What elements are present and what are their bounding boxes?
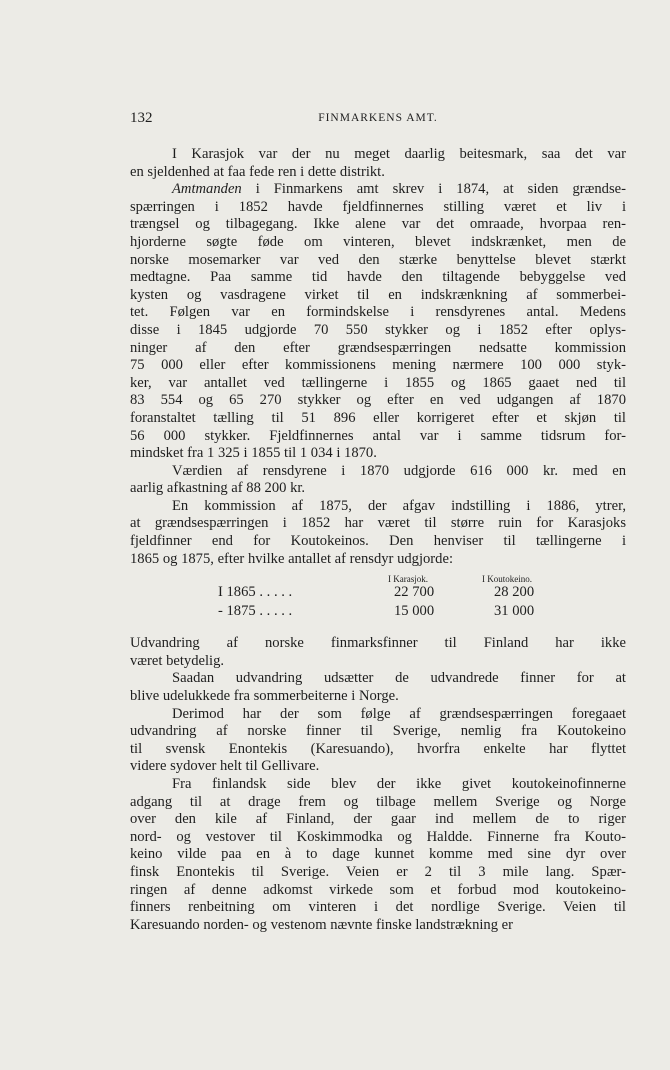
text-line: udvandring af norske finner til Sverige, nemlig fra Koutokeino <box>130 723 626 740</box>
text-line: videre sydover helt til Gellivare. <box>130 758 320 775</box>
paragraphs-after-table <box>130 635 626 934</box>
text-line: foranstaltet tælling til 51 896 eller korrigeret efter et skjøn til <box>130 409 626 426</box>
column-header-karasjok: I Karasjok. <box>388 574 428 585</box>
text-line: mindsket fra 1 325 i 1855 til 1 034 i 1870. <box>130 445 377 462</box>
text-line: finners renbeitning om vinteren i det nordlige Sverige. Veien til <box>130 899 626 916</box>
page-header <box>130 110 626 130</box>
text-line: En kommission af 1875, der afgav indstilling i 1886, ytrer, <box>172 497 626 514</box>
paragraph <box>130 670 626 705</box>
text-line: en sjeldenhed at faa fede ren i dette distrikt. <box>130 163 385 180</box>
text-line: Karesuando norden- og vestenom nævnte finske landstrækning er <box>130 916 514 933</box>
text-line: aarlig afkastning af 88 200 kr. <box>130 480 306 497</box>
paragraph <box>130 635 626 670</box>
text-line: hjorderne søgte føde om vinteren, blevet indskrænket, men de <box>130 233 626 250</box>
running-title: FINMARKENS AMT. <box>318 112 438 124</box>
text-line: finsk Enontekis til Sverige. Veien er 2 til 3 mile lang. Spær- <box>130 863 626 880</box>
text-line: Værdien af rensdyrene i 1870 udgjorde 616 000 kr. med en <box>172 462 626 479</box>
text-line: Saadan udvandring udsætter de udvandrede finner for at <box>172 670 626 687</box>
paragraphs-before-table <box>130 146 626 568</box>
text-line: at grændsespærringen i 1852 har været til større ruin for Karasjoks <box>130 515 626 532</box>
text-line: disse i 1845 udgjorde 70 550 stykker og i 1852 efter oplys- <box>130 321 626 338</box>
text-line: blive udelukkede fra sommerbeiterne i Norge. <box>130 688 399 705</box>
text-line <box>130 181 626 199</box>
text-line: trængsel og tilbagegang. Ikke alene var det omraade, hvorpaa ren- <box>130 216 626 233</box>
koutokeino-value: 31 000 <box>494 603 535 620</box>
text-line: nord- og vestover til Koskimmodka og Haldde. Finnerne fra Kouto- <box>130 828 626 845</box>
karasjok-value: 15 000 <box>394 603 435 620</box>
text-line: ninger af den efter grændsespærringen nedsatte kommission <box>130 339 626 356</box>
koutokeino-value: 28 200 <box>494 584 535 601</box>
paragraph <box>130 181 626 463</box>
row-label: - 1875 . . . . . <box>218 603 293 620</box>
text-line: fjeldfinner end for Koutokeinos. Den henviser til tællingerne i <box>130 533 626 550</box>
text-line: ringen af denne adkomst virkede som et forbud mod koutokeino- <box>130 881 626 898</box>
text-line: keino vilde paa en à to dage kunnet komme med sine dyr over <box>130 846 626 863</box>
paragraph <box>130 498 626 568</box>
text-line: medtagne. Paa samme tid havde den tiltagende bebyggelse ved <box>130 269 626 286</box>
text-line: adgang til at drage frem og tilbage mellem Sverige og Norge <box>130 793 626 810</box>
paragraph <box>130 463 626 498</box>
table-row <box>130 584 626 602</box>
body-text <box>130 146 626 934</box>
table-row <box>130 603 626 621</box>
paragraph <box>130 706 626 776</box>
row-label: I 1865 . . . . . <box>218 584 293 601</box>
text-line: til svensk Enontekis (Karesuando), hvorfra enkelte har flyttet <box>130 740 626 757</box>
page-number: 132 <box>130 110 153 126</box>
text-line: 56 000 stykker. Fjeldfinnernes antal var i samme tidsrum for- <box>130 427 626 444</box>
text-line: kysten og vasdragene virket til en indskrænkning af sommerbei- <box>130 286 626 303</box>
karasjok-value: 22 700 <box>394 584 435 601</box>
text-line: Udvandring af norske finmarksfinner til Finland har ikke <box>130 635 626 652</box>
column-header-koutokeino: I Koutokeino. <box>482 574 532 585</box>
text-line: været betydelig. <box>130 652 225 669</box>
census-table <box>130 571 626 629</box>
text-line: Derimod har der som følge af grændsespærringen foregaaet <box>172 705 626 722</box>
paragraph <box>130 776 626 934</box>
text-line: Fra finlandsk side blev der ikke givet koutokeinofinnerne <box>172 776 626 792</box>
italic-lead: Amtmanden <box>172 181 242 198</box>
text-line: I Karasjok var der nu meget daarlig beitesmark, saa det var <box>172 146 626 162</box>
line-text: i Finmarkens amt skrev i 1874, at siden grændse- <box>241 181 626 198</box>
text-line: over den kile af Finland, der gaar ind mellem de to riger <box>130 811 626 828</box>
text-line: ker, var antallet ved tællingerne i 1855 og 1865 gaaet ned til <box>130 374 626 391</box>
text-line: norske mosemarker var ved den stærke benyttelse blevet stærkt <box>130 251 626 268</box>
paragraph <box>130 146 626 181</box>
text-line: 1865 og 1875, efter hvilke antallet af rensdyr udgjorde: <box>130 550 453 567</box>
text-line: 83 554 og 65 270 stykker og efter en ved udgangen af 1870 <box>130 392 626 409</box>
text-line: 75 000 eller efter kommissionens mening nærmere 100 000 styk- <box>130 357 626 374</box>
text-line: spærringen i 1852 havde fjeldfinnernes stilling været et liv i <box>130 198 626 215</box>
text-line: tet. Følgen var en formindskelse i rensdyrenes antal. Medens <box>130 304 626 321</box>
